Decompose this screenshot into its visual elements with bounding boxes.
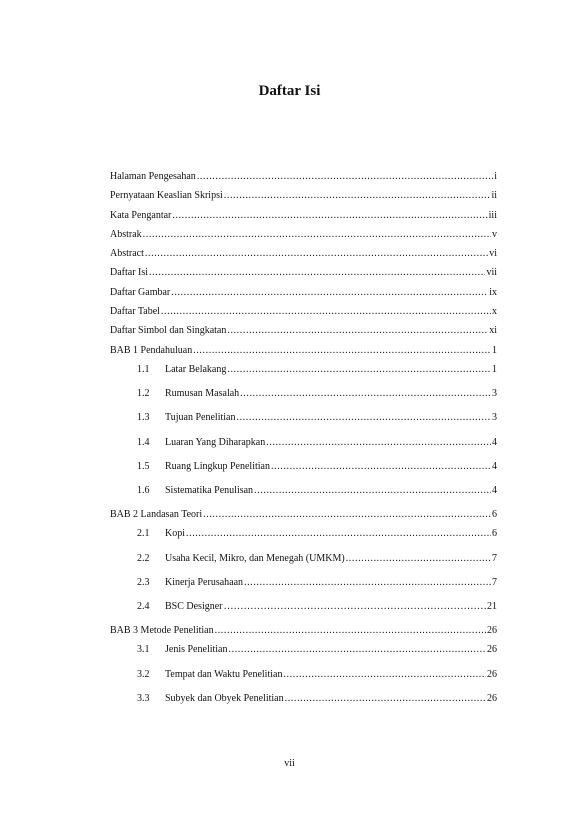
- toc-entry: [110, 625, 497, 644]
- toc-entry: [110, 171, 497, 190]
- toc-entry-label: Sistematika Penulisan: [165, 484, 254, 496]
- toc-subentry: [110, 669, 497, 693]
- toc-entry-label: Tempat dan Waktu Penelitian: [165, 668, 283, 680]
- toc-entry-label: BAB 3 Metode Penelitian: [110, 625, 214, 637]
- toc-section-number: 1.2: [137, 388, 150, 400]
- toc-dot-leader: [227, 364, 491, 375]
- toc-page-number: vi: [489, 248, 497, 260]
- toc-entry: [110, 509, 497, 528]
- toc-entry: [110, 190, 497, 209]
- page-title: Daftar Isi: [258, 83, 321, 99]
- toc-page-number: 3: [492, 388, 497, 400]
- toc-dot-leader: [145, 248, 488, 259]
- toc-section-number: 3.1: [137, 644, 150, 656]
- toc-page-number: xi: [489, 325, 497, 337]
- toc-dot-leader: [203, 509, 491, 520]
- toc-section-number: 1.4: [137, 436, 150, 448]
- toc-subentry: [110, 528, 497, 552]
- toc-subentry: [110, 388, 497, 412]
- toc-subentry: [110, 461, 497, 485]
- toc-page-number: v: [492, 228, 497, 240]
- toc-page-number: iii: [488, 209, 497, 221]
- toc-entry-label: Tujuan Penelitian: [165, 412, 236, 424]
- toc-page-number: 4: [492, 436, 497, 448]
- toc-section-number: 2.4: [137, 600, 150, 612]
- toc-dot-leader: [171, 287, 488, 298]
- toc-entry: [110, 325, 497, 344]
- toc-page-number: 1: [492, 344, 497, 356]
- toc-section-number: 3.3: [137, 692, 150, 704]
- toc-dot-leader: [227, 325, 488, 336]
- toc-entry-label: Kopi: [165, 528, 185, 540]
- toc-dot-leader: [346, 553, 491, 564]
- toc-entry-label: Daftar Isi: [110, 267, 149, 279]
- toc-dot-leader: [224, 601, 487, 612]
- toc-dot-leader: [229, 644, 487, 655]
- toc-page-number: 26: [487, 692, 497, 704]
- toc-entry-label: Subyek dan Obyek Penelitian: [165, 692, 284, 704]
- toc-page-number: 26: [487, 668, 497, 680]
- toc-page-number: 4: [492, 484, 497, 496]
- toc-subentry: [110, 644, 497, 668]
- toc-section-number: 1.5: [137, 460, 150, 472]
- toc-entry-label: Daftar Simbol dan Singkatan: [110, 325, 227, 337]
- toc-entry-label: Daftar Gambar: [110, 286, 171, 298]
- toc-dot-leader: [143, 229, 491, 240]
- page-number-footer: vii: [284, 758, 295, 769]
- toc-entry-label: Jenis Penelitian: [165, 644, 228, 656]
- toc-subentry: [110, 577, 497, 601]
- toc-section-number: 2.2: [137, 552, 150, 564]
- toc-page-number: 6: [492, 528, 497, 540]
- toc-dot-leader: [215, 625, 486, 636]
- toc-page-number: 7: [492, 552, 497, 564]
- toc-entry-label: BAB 1 Pendahuluan: [110, 344, 193, 356]
- toc-dot-leader: [244, 577, 491, 588]
- toc-page-number: vii: [486, 267, 497, 279]
- toc-page-number: ii: [491, 190, 497, 202]
- toc-dot-leader: [161, 306, 491, 317]
- toc-page-number: x: [492, 306, 497, 318]
- toc-section-number: 3.2: [137, 668, 150, 680]
- toc-dot-leader: [197, 171, 493, 182]
- toc-entry-label: BSC Designer: [165, 600, 223, 612]
- toc-subentry: [110, 553, 497, 577]
- toc-entry-label: Ruang Lingkup Penelitian: [165, 460, 270, 472]
- toc-dot-leader: [193, 345, 491, 356]
- toc-section-number: 1.6: [137, 484, 150, 496]
- toc-entry-label: Daftar Tabel: [110, 306, 160, 318]
- toc-page-number: i: [494, 171, 497, 182]
- toc-entry: [110, 267, 497, 286]
- toc-page-number: 3: [492, 412, 497, 424]
- toc-subentry: [110, 412, 497, 436]
- toc-entry: [110, 210, 497, 229]
- toc-dot-leader: [236, 412, 491, 423]
- toc-entry-label: Luaran Yang Diharapkan: [165, 436, 266, 448]
- toc-page-number: 21: [487, 600, 497, 612]
- toc-entry-label: Usaha Kecil, Mikro, dan Menegah (UMKM): [165, 552, 345, 564]
- toc-dot-leader: [149, 267, 485, 278]
- toc-page-number: 6: [492, 509, 497, 521]
- toc-dot-leader: [271, 461, 491, 472]
- toc-entry: [110, 248, 497, 267]
- toc-entry: [110, 306, 497, 325]
- toc-dot-leader: [172, 210, 487, 221]
- toc-entry-label: Kinerja Perusahaan: [165, 576, 244, 588]
- toc-page-number: 4: [492, 460, 497, 472]
- toc-dot-leader: [240, 388, 491, 399]
- toc-dot-leader: [266, 437, 491, 448]
- toc-section-number: 2.3: [137, 576, 150, 588]
- toc-page-number: ix: [489, 286, 497, 298]
- toc-subentry: [110, 693, 497, 717]
- toc-entry-label: Abstrak: [110, 228, 142, 240]
- toc-entry-label: Rumusan Masalah: [165, 388, 240, 400]
- toc-page-number: 26: [487, 644, 497, 656]
- toc-entry-label: Pernyataan Keaslian Skripsi: [110, 190, 223, 202]
- toc-entry: [110, 229, 497, 248]
- toc-entry-label: BAB 2 Landasan Teori: [110, 509, 203, 521]
- toc-entry-label: Abstract: [110, 248, 144, 260]
- table-of-contents: [110, 171, 497, 717]
- toc-section-number: 2.1: [137, 528, 150, 540]
- toc-entry-label: Latar Belakang: [165, 363, 227, 375]
- toc-subentry: [110, 485, 497, 509]
- toc-page-number: 26: [487, 625, 497, 637]
- toc-subentry: [110, 437, 497, 461]
- toc-entry: [110, 345, 497, 364]
- toc-dot-leader: [224, 190, 491, 201]
- toc-page-number: 1: [492, 363, 497, 375]
- toc-page-number: 7: [492, 576, 497, 588]
- toc-dot-leader: [254, 485, 491, 496]
- toc-entry-label: Halaman Pengesahan: [110, 171, 196, 182]
- toc-entry-label: Kata Pengantar: [110, 209, 172, 221]
- toc-section-number: 1.3: [137, 412, 150, 424]
- toc-subentry: [110, 601, 497, 625]
- toc-dot-leader: [283, 669, 486, 680]
- toc-entry: [110, 287, 497, 306]
- toc-section-number: 1.1: [137, 363, 150, 375]
- toc-subentry: [110, 364, 497, 388]
- toc-dot-leader: [186, 528, 491, 539]
- toc-dot-leader: [285, 693, 486, 704]
